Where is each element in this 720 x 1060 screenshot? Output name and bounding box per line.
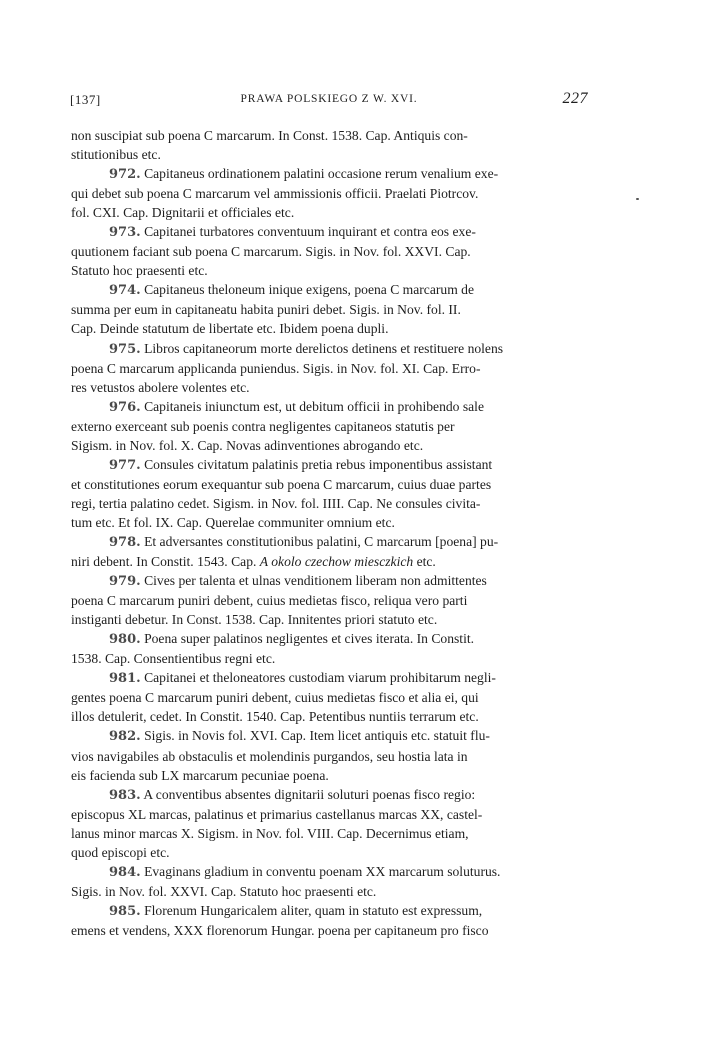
paragraph-number: 980. — [109, 632, 141, 648]
text-line: niri debent. In Constit. 1543. Cap. A okolo czechow miesczkich etc. — [71, 554, 436, 570]
margin-speck — [636, 198, 639, 200]
paragraph-number: 976. — [109, 399, 141, 415]
numbered-paragraph — [71, 339, 579, 397]
text-line: poena C marcarum puniri debent, cuius medietas fisco, reliqua vero parti — [71, 593, 468, 609]
paragraph-number: 973. — [109, 225, 141, 241]
text-line: Sigis. in Nov. fol. XXVI. Cap. Statuto hoc praesenti etc. — [71, 883, 377, 899]
numbered-paragraph — [71, 901, 579, 940]
running-title: PRAWA POLSKIEGO Z W. XVI. — [240, 93, 418, 105]
text-line: Et adversantes constitutionibus palatini, C marcarum [poena] pu- — [144, 533, 499, 549]
text-line: Capitaneis iniunctum est, ut debitum officii in prohibendo sale — [144, 398, 484, 414]
text-line: lanus minor marcas X. Sigism. in Nov. fol. VIII. Cap. Decernimus etiam, — [71, 825, 469, 841]
text-line: illos detulerit, cedet. In Constit. 1540. Cap. Petentibus nuntiis terrarum etc. — [71, 709, 479, 725]
text-line: non suscipiat sub poena C marcarum. In Const. 1538. Cap. Antiquis con- — [71, 128, 468, 143]
text-line: episcopus XL marcas, palatinus et primarius castellanus marcas XX, castel- — [71, 806, 483, 822]
text-line: Statuto hoc praesenti etc. — [71, 263, 208, 279]
paragraph-number: 978. — [109, 534, 141, 550]
text-line: Consules civitatum palatinis pretia rebus imponentibus assistant — [144, 456, 493, 472]
text-line: gentes poena C marcarum puniri debent, cuius medietas fisco et alia ei, qui — [71, 690, 479, 706]
text-line: eis facienda sub LX marcarum pecuniae poena. — [71, 767, 329, 783]
text-line: regi, tertia palatino cedet. Sigism. in Nov. fol. IIII. Cap. Ne consules civita- — [71, 495, 481, 511]
numbered-paragraph — [71, 455, 579, 532]
text-line: poena C marcarum applicanda puniendus. Sigis. in Nov. fol. XI. Cap. Erro- — [71, 360, 481, 376]
text-line: Libros capitaneorum morte derelictos detinens et restituere nolens — [144, 340, 504, 356]
text-line: emens et vendens, XXX florenorum Hungar. poena per capitaneum pro fisco — [71, 922, 489, 938]
numbered-paragraph — [71, 785, 579, 862]
numbered-paragraph — [71, 164, 579, 222]
numbered-paragraph — [71, 862, 579, 901]
paragraph-number: 981. — [109, 671, 141, 687]
numbered-paragraph — [71, 397, 579, 455]
numbered-paragraph — [71, 280, 579, 338]
text-line: Poena super palatinos negligentes et cives iterata. In Constit. — [144, 631, 475, 647]
paragraph-number: 982. — [109, 729, 141, 745]
text-line: Florenum Hungaricalem aliter, quam in statuto est expressum, — [144, 902, 483, 918]
running-header — [70, 92, 588, 112]
page-number: 227 — [562, 90, 588, 107]
text-line: quod episcopi etc. — [71, 844, 170, 860]
text-line: Cap. Deinde statutum de libertate etc. Ibidem poena dupli. — [71, 321, 389, 337]
text-line: Cives per talenta et ulnas venditionem liberam non admittentes — [144, 573, 487, 589]
text-line: fol. CXI. Cap. Dignitarii et officiales etc. — [71, 205, 295, 221]
numbered-paragraph — [71, 726, 579, 784]
text-line: instiganti debetur. In Const. 1538. Cap. Innitentes priori statuto etc. — [71, 612, 438, 628]
text-line: 1538. Cap. Consentientibus regni etc. — [71, 651, 276, 667]
text-line: A conventibus absentes dignitarii soluturi poenas fisco regio: — [143, 786, 476, 802]
text-line: Sigism. in Nov. fol. X. Cap. Novas adinventiones abrogando etc. — [71, 437, 424, 453]
section-marker: [137] — [70, 92, 101, 107]
numbered-paragraph — [71, 222, 579, 280]
text-line: Capitaneus theloneum inique exigens, poena C marcarum de — [144, 282, 475, 298]
paragraph-number: 985. — [109, 903, 141, 919]
text-line: quutionem faciant sub poena C marcarum. Sigis. in Nov. fol. XXVI. Cap. — [71, 244, 471, 260]
text-line: vios navigabiles ab obstaculis et molendinis purgandos, seu hostia lata in — [71, 748, 468, 764]
text-line: Evaginans gladium in conventu poenam XX marcarum soluturus. — [144, 863, 501, 879]
numbered-paragraph — [71, 571, 579, 629]
text-line: Capitanei et theloneatores custodiam viarum prohibitarum negli- — [144, 670, 496, 686]
text-line: Capitaneus ordinationem palatini occasione rerum venalium exe- — [144, 166, 499, 182]
paragraph-number: 984. — [109, 864, 141, 880]
text-line: tum etc. Et fol. IX. Cap. Querelae communiter omnium etc. — [71, 514, 395, 530]
paragraph-number: 979. — [109, 574, 141, 590]
numbered-paragraph — [71, 532, 579, 571]
text-line: Capitanei turbatores conventuum inquirant et contra eos exe- — [144, 224, 476, 240]
text-line: stitutionibus etc. — [71, 147, 161, 163]
body-text — [71, 126, 579, 940]
text-line: summa per eum in capitaneatu habita puniri debet. Sigis. in Nov. fol. II. — [71, 302, 461, 318]
italic-title: A okolo czechow miesczkich — [259, 554, 414, 570]
text-line: externo exerceant sub poenis contra negligentes capitaneos statutis per — [71, 418, 455, 434]
paragraph-number: 983. — [109, 787, 141, 803]
text-line: et constitutiones eorum exequantur sub poena C marcarum, cuius duae partes — [71, 476, 492, 492]
paragraph-number: 977. — [109, 457, 141, 473]
numbered-paragraph — [71, 668, 579, 726]
paragraph-number: 972. — [109, 167, 141, 183]
paragraph-number: 975. — [109, 341, 141, 357]
text-line: Sigis. in Novis fol. XVI. Cap. Item licet antiquis etc. statuit flu- — [144, 728, 490, 744]
paragraph-number: 974. — [109, 283, 141, 299]
text-line: qui debet sub poena C marcarum vel ammissionis officii. Praelati Piotrcov. — [71, 186, 479, 202]
text-line: res vetustos abolere volentes etc. — [71, 379, 250, 395]
numbered-paragraph — [71, 629, 579, 668]
continuation-paragraph — [71, 126, 579, 164]
